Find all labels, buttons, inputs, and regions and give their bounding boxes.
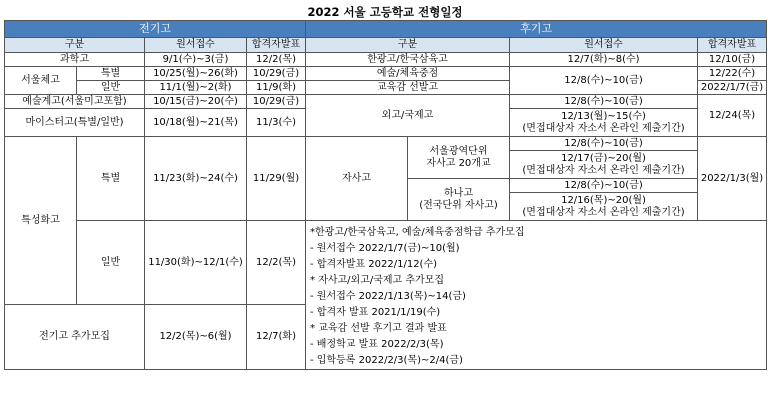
hanguk-label: 한광고/한국삼육고 [306, 53, 510, 67]
note-line: - 합격자발표 2022/1/12(수) [310, 259, 438, 270]
specialized-general-apply: 11/30(화)~12/1(수) [145, 221, 247, 305]
note-line: - 원서접수 2022/1/7(금)~10(월) [310, 243, 460, 254]
note-line: - 입학등록 2022/2/3(목)~2/4(금) [310, 355, 463, 366]
early-apply-header: 원서접수 [145, 38, 247, 53]
note-line: * 교육감 선발 후기고 결과 발표 [310, 323, 447, 334]
foreign-apply-2 [510, 109, 698, 137]
meister-apply: 10/18(월)~21(목) [145, 109, 247, 137]
seoul-pe-special-announce: 10/29(금) [247, 67, 306, 81]
hana-apply-1: 12/8(수)~10(금) [510, 179, 698, 193]
late-apply-header: 원서접수 [510, 38, 698, 53]
note-line: - 원서접수 2022/1/13(목)~14(금) [310, 291, 466, 302]
specialized-special-label: 특별 [77, 137, 145, 221]
late-band-header: 후기고 [306, 21, 767, 38]
hana-apply-2 [510, 193, 698, 221]
foreign-apply-1: 12/8(수)~10(금) [510, 95, 698, 109]
arts-pe-label: 예술/체육중점 [306, 67, 510, 81]
meister-announce: 11/3(수) [247, 109, 306, 137]
science-label: 과학고 [5, 53, 145, 67]
arts-pe-announce: 12/22(수) [698, 67, 767, 81]
arts-apply: 10/15(금)~20(수) [145, 95, 247, 109]
additional-label: 전기고 추가모집 [5, 305, 145, 370]
note-line: - 합격자 발표 2021/1/19(수) [310, 307, 441, 318]
seoul-pe-special-label: 특별 [77, 67, 145, 81]
hana-apply-2-dates: 12/16(목)~20(월) [561, 194, 646, 206]
seoul-pe-general-announce: 11/9(화) [247, 81, 306, 95]
hana-label [408, 179, 510, 221]
specialized-general-announce: 12/2(목) [247, 221, 306, 305]
superintendent-label: 교육감 선발고 [306, 81, 510, 95]
seoul-pe-general-label: 일반 [77, 81, 145, 95]
additional-apply: 12/2(목)~6(월) [145, 305, 247, 370]
science-apply: 9/1(수)~3(금) [145, 53, 247, 67]
foreign-announce: 12/24(목) [698, 95, 767, 137]
seoul-wide-apply-2 [510, 151, 698, 179]
arts-announce: 10/29(금) [247, 95, 306, 109]
seoul-pe-label: 서울체고 [5, 67, 77, 95]
autonomous-announce: 2022/1/3(월) [698, 137, 767, 221]
late-announce-header: 합격자발표 [698, 38, 767, 53]
early-announce-header: 합격자발표 [247, 38, 306, 53]
hana-label-line2: (전국단위 자사고) [419, 199, 498, 211]
specialized-special-announce: 11/29(월) [247, 137, 306, 221]
autonomous-label: 자사고 [306, 137, 408, 221]
seoul-wide-apply-2-note: (면접대상자 자소서 온라인 제출기간) [522, 164, 685, 176]
meister-label: 마이스터고(특별/일반) [5, 109, 145, 137]
late-category-header: 구분 [306, 38, 510, 53]
note-line: - 배정학교 발표 2022/2/3(목) [310, 339, 444, 350]
note-line: *한광고/한국삼육고, 예술/체육중점학급 추가모집 [310, 227, 525, 238]
seoul-pe-special-apply: 10/25(월)~26(화) [145, 67, 247, 81]
early-band-header: 전기고 [5, 21, 306, 38]
seoul-wide-apply-1: 12/8(수)~10(금) [510, 137, 698, 151]
foreign-label: 외고/국제고 [306, 95, 510, 137]
seoul-wide-label-line1: 서울광역단위 [429, 145, 488, 157]
hanguk-apply: 12/7(화)~8(수) [510, 53, 698, 67]
page-title: 2022 서울 고등학교 전형일정 [307, 5, 463, 19]
foreign-apply-2-dates: 12/13(월)~15(수) [561, 110, 646, 122]
specialized-special-apply: 11/23(화)~24(수) [145, 137, 247, 221]
specialized-general-label: 일반 [77, 221, 145, 305]
schedule-table [4, 20, 767, 370]
hanguk-announce: 12/10(금) [698, 53, 767, 67]
arts-label: 예술계고(서울미고포함) [5, 95, 145, 109]
seoul-pe-general-apply: 11/1(월)~2(화) [145, 81, 247, 95]
specialized-label: 특성화고 [5, 137, 77, 305]
arts-pe-apply: 12/8(수)~10(금) [510, 67, 698, 95]
hana-label-line1: 하나고 [444, 187, 473, 199]
additional-announce: 12/7(화) [247, 305, 306, 370]
seoul-wide-label-line2: 자사고 20개교 [426, 157, 491, 169]
superintendent-announce: 2022/1/7(금) [698, 81, 767, 95]
science-announce: 12/2(목) [247, 53, 306, 67]
seoul-wide-apply-2-dates: 12/17(금)~20(월) [561, 152, 646, 164]
foreign-apply-2-note: (면접대상자 자소서 온라인 제출기간) [522, 122, 685, 134]
seoul-wide-label [408, 137, 510, 179]
note-line: * 자사고/외고/국제고 추가모집 [310, 275, 445, 286]
late-notes [306, 221, 767, 370]
early-category-header: 구분 [5, 38, 145, 53]
hana-apply-2-note: (면접대상자 자소서 온라인 제출기간) [522, 206, 685, 218]
